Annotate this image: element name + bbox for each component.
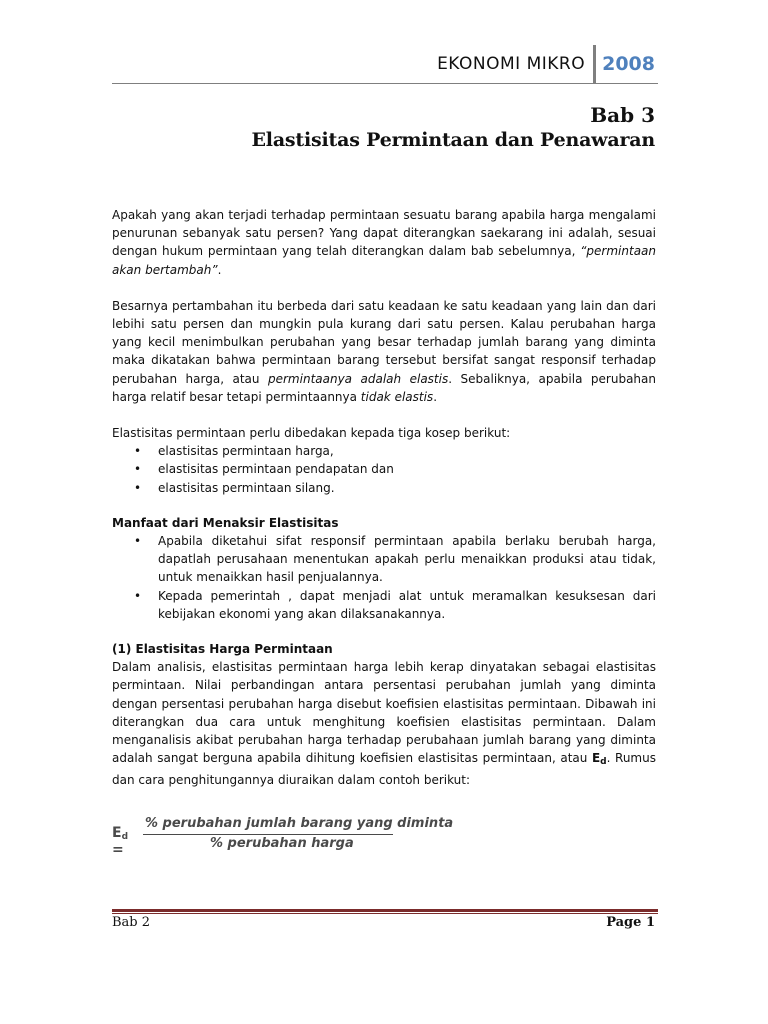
page-number: Page 1 bbox=[606, 915, 655, 930]
formula-denominator: % perubahan harga bbox=[210, 836, 354, 851]
chapter-number: Bab 3 bbox=[590, 103, 655, 127]
footer-chapter: Bab 2 bbox=[112, 915, 151, 930]
concepts-intro: Elastisitas permintaan perlu dibedakan kepada tiga kosep berikut: bbox=[112, 426, 511, 441]
chapter-heading bbox=[252, 103, 655, 153]
footer-rule bbox=[112, 909, 658, 912]
chapter-title: Elastisitas Permintaan dan Penawaran bbox=[251, 129, 655, 151]
header-year: 2008 bbox=[602, 53, 655, 75]
header-title: EKONOMI MIKRO bbox=[437, 54, 586, 74]
list-item: • elastisitas permintaan silang. bbox=[112, 479, 656, 497]
document-body bbox=[112, 206, 656, 790]
formula-lhs: $E_d$ = bbox=[112, 825, 129, 858]
fraction-bar bbox=[143, 834, 393, 835]
bullet-icon: • bbox=[134, 534, 142, 549]
bullet-icon: • bbox=[134, 444, 142, 459]
bullet-icon: • bbox=[134, 588, 142, 603]
header-rule bbox=[112, 83, 658, 84]
paragraph-price-elasticity: Dalam analisis, elastisitas permintaan harga lebih kerap dinyatakan sebagai elastisitas permintaan. Nilai perbandingan antara persentasi perubahan jumlah yang diminta dengan persentasi perubahan harga disebut koefisien elastisitas permintaan. Dibawah ini diterangkan dua cara untuk menghitung koefisien elastisitas permintaan. Dalam menganalisis akibat perubahan harga terhadap perubahaan jumlah barang yang diminta adalah sangat berguna apabila dihitung koefisien elastisitas permintaan, atau $E_d$. Rumus dan cara penghitungannya diuraikan dalam contoh berikut: bbox=[112, 660, 656, 788]
list-item: • Kepada pemerintah , dapat menjadi alat untuk meramalkan kesuksesan dari kebijakan ekonomi yang akan dilaksanakannya. bbox=[134, 588, 656, 621]
section-heading: (1) Elastisitas Harga Permintaan bbox=[112, 642, 333, 657]
footer-rule-thin bbox=[112, 913, 658, 914]
paragraph-intro: Apakah yang akan terjadi terhadap permintaan sesuatu barang apabila harga mengalami penurunan sebanyak satu persen? Yang dapat diterangkan saekarang ini adalah, sesuai dengan hukum permintaan yang telah diterangkan dalam bab sebelumnya, “permintaan akan bertambah”. bbox=[112, 208, 656, 277]
list-item: • elastisitas permintaan pendapatan dan bbox=[112, 460, 656, 478]
bullet-icon: • bbox=[134, 462, 142, 477]
bullet-icon: • bbox=[134, 480, 142, 495]
concepts-list bbox=[112, 442, 656, 497]
benefits-heading: Manfaat dari Menaksir Elastisitas bbox=[112, 515, 339, 530]
benefits-list bbox=[112, 532, 656, 623]
formula-numerator: % perubahan jumlah barang yang diminta bbox=[145, 816, 454, 831]
paragraph-elasticity: Besarnya pertambahan itu berbeda dari satu keadaan ke satu keadaan yang lain dan dari lebihi satu persen dan mungkin pula kurang dari satu persen. Kalau perubahan harga yang kecil menimbulkan perubahan yang besar terhadap jumlah barang yang diminta maka dikatakan bahwa permintaan barang tersebut bersifat sangat responsif terhadap perubahan harga, atau permintaanya adalah elastis. Sebaliknya, apabila perubahan harga relatif besar tetapi permintaannya tidak elastis. bbox=[112, 298, 656, 404]
list-item: • elastisitas permintaan harga, bbox=[112, 442, 656, 460]
page-header bbox=[437, 45, 655, 83]
list-item: • Apabila diketahui sifat responsif permintaan apabila berlaku berubah harga, dapatlah perusahaan menentukan apakah perlu menaikkan produksi atau tidak, untuk menaikkan hasil penjualannya. bbox=[134, 534, 656, 585]
